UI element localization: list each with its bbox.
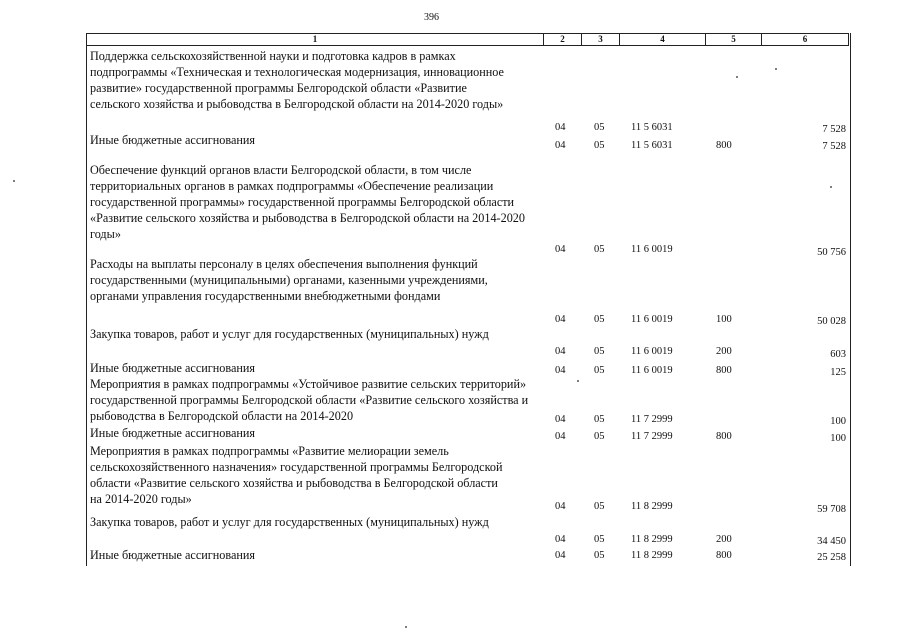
row-col-2: 04 [555, 140, 566, 151]
row-col-4: 11 7 2999 [631, 414, 673, 425]
row-description: Поддержка сельскохозяйственной науки и подготовка кадров в рамках подпрограммы «Техническая и технологическая модернизация, инновационное развитие» государственной программы Белгородской области «Развитие сельского хозяйства и рыбоводства в Белгородской области на 2014-2020 годы» [90, 49, 504, 111]
row-col-6: 50 756 [817, 247, 846, 258]
row-description: Мероприятия в рамках подпрограммы «Развитие мелиорации земель сельскохозяйственного назначения» государственной программы Белгородской области «Развитие сельского хозяйства и рыбоводства в Белгородской области на 2014-2020 годы» [90, 444, 503, 506]
header-col-2: 2 [544, 34, 582, 45]
row-col-3: 05 [594, 140, 605, 151]
row-col-4: 11 8 2999 [631, 501, 673, 512]
row-col-4: 11 6 0019 [631, 346, 673, 357]
row-col-2: 04 [555, 346, 566, 357]
row-description: Мероприятия в рамках подпрограммы «Устойчивое развитие сельских территорий» государственной программы Белгородской области «Развитие сельского хозяйства и рыбоводства в Белгородской области на 2014-2020 [90, 377, 529, 423]
row-col-3: 05 [594, 314, 605, 325]
row-col-2: 04 [555, 244, 566, 255]
row-col-6: 7 528 [822, 141, 846, 152]
page-number: 396 [424, 12, 439, 23]
row-col-6: 603 [830, 349, 846, 360]
row-col-5: 200 [716, 346, 732, 357]
row-description: Закупка товаров, работ и услуг для государственных (муниципальных) нужд [90, 327, 489, 341]
header-col-3: 3 [582, 34, 620, 45]
row-col-2: 04 [555, 501, 566, 512]
scan-speck [13, 180, 15, 182]
row-col-4: 11 5 6031 [631, 140, 673, 151]
row-col-4: 11 6 0019 [631, 314, 673, 325]
scan-speck [830, 186, 832, 188]
row-col-5: 200 [716, 534, 732, 545]
row-col-5: 800 [716, 550, 732, 561]
row-col-6: 34 450 [817, 536, 846, 547]
scan-speck [405, 626, 407, 628]
row-col-6: 100 [830, 433, 846, 444]
row-col-3: 05 [594, 534, 605, 545]
row-col-6: 50 028 [817, 316, 846, 327]
row-col-4: 11 8 2999 [631, 534, 673, 545]
scan-speck [577, 380, 579, 382]
row-col-2: 04 [555, 431, 566, 442]
row-col-5: 800 [716, 140, 732, 151]
header-col-4: 4 [620, 34, 706, 45]
row-col-4: 11 5 6031 [631, 122, 673, 133]
row-col-4: 11 8 2999 [631, 550, 673, 561]
row-col-6: 59 708 [817, 504, 846, 515]
row-col-4: 11 7 2999 [631, 431, 673, 442]
row-col-6: 7 528 [822, 124, 846, 135]
row-col-6: 25 258 [817, 552, 846, 563]
row-col-3: 05 [594, 244, 605, 255]
row-description: Иные бюджетные ассигнования [90, 548, 256, 562]
row-col-5: 100 [716, 314, 732, 325]
row-col-2: 04 [555, 314, 566, 325]
header-col-5: 5 [706, 34, 762, 45]
row-description: Иные бюджетные ассигнования [90, 133, 256, 147]
row-col-5: 800 [716, 431, 732, 442]
row-col-2: 04 [555, 550, 566, 561]
row-col-6: 125 [830, 367, 846, 378]
row-col-3: 05 [594, 501, 605, 512]
row-col-6: 100 [830, 416, 846, 427]
row-col-5: 800 [716, 365, 732, 376]
row-col-2: 04 [555, 365, 566, 376]
row-description: Обеспечение функций органов власти Белгородской области, в том числе территориальных органов в рамках подпрограммы «Обеспечение реализации государственной программы» государственной программы Белгородской области «Развитие сельского хозяйства и рыбоводства в Белгородской области на 2014-2020 годы» [90, 163, 525, 241]
row-col-3: 05 [594, 414, 605, 425]
row-col-2: 04 [555, 122, 566, 133]
row-col-3: 05 [594, 346, 605, 357]
row-col-3: 05 [594, 365, 605, 376]
scan-speck [775, 68, 777, 70]
row-col-3: 05 [594, 431, 605, 442]
row-col-2: 04 [555, 414, 566, 425]
row-description: Иные бюджетные ассигнования [90, 361, 256, 375]
row-col-3: 05 [594, 550, 605, 561]
header-col-1: 1 [87, 34, 544, 45]
row-col-3: 05 [594, 122, 605, 133]
row-col-2: 04 [555, 534, 566, 545]
row-description: Закупка товаров, работ и услуг для государственных (муниципальных) нужд [90, 515, 489, 529]
row-description: Расходы на выплаты персоналу в целях обеспечения выполнения функций государственными (муниципальными) органами, казенными учреждениями, органами управления государственными внебюджетными фондами [90, 257, 488, 303]
row-col-4: 11 6 0019 [631, 244, 673, 255]
row-description: Иные бюджетные ассигнования [90, 426, 256, 440]
scan-speck [736, 76, 738, 78]
row-col-4: 11 6 0019 [631, 365, 673, 376]
header-col-6: 6 [802, 34, 808, 44]
